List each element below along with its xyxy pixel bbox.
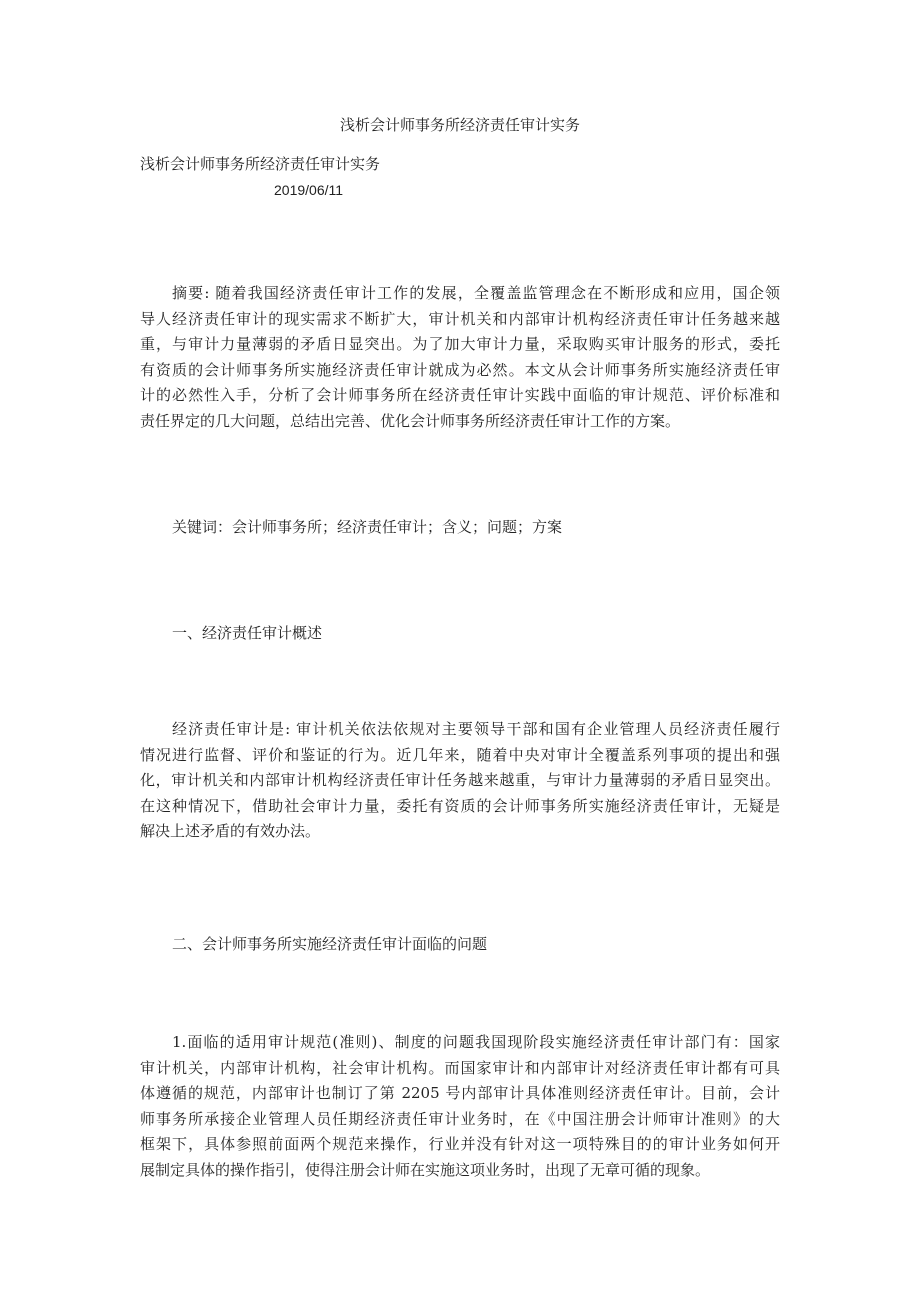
abstract-line: 重，与审计力量薄弱的矛盾日显突出。为了加大审计力量，采取购买审计服务的形式，委托 (140, 335, 780, 353)
paragraph-line: 体遵循的规范，内部审计也制订了第 2205 号内部审计具体准则经济责任审计。目前，会计 (140, 1084, 780, 1102)
paragraph-line: 展制定具体的操作指引，使得注册会计师在实施这项业务时，出现了无章可循的现象。 (140, 1160, 711, 1179)
document-title: 浅析会计师事务所经济责任审计实务 (339, 116, 580, 134)
abstract-line: 计的必然性入手，分析了会计师事务所在经济责任审计实践中面临的审计规范、评价标准和 (140, 386, 780, 404)
abstract-line: 有资质的会计师事务所实施经济责任审计就成为必然。本文从会计师事务所实施经济责任审 (140, 360, 780, 379)
paragraph-line: 在这种情况下，借助社会审计力量，委托有资质的会计师事务所实施经济责任审计，无疑是 (140, 796, 780, 815)
paragraph-line: 解决上述矛盾的有效办法。 (140, 822, 321, 840)
section-2-paragraph (140, 1030, 780, 1183)
paragraph-line: 化，审计机关和内部审计机构经济责任审计任务越来越重，与审计力量薄弱的矛盾日显突出。 (140, 771, 780, 789)
section-1-paragraph (140, 717, 780, 845)
section-heading-2: 二、会计师事务所实施经济责任审计面临的问题 (172, 935, 488, 953)
paragraph-line: 师事务所承接企业管理人员任期经济责任审计业务时，在《中国注册会计师审计准则》的大 (140, 1109, 780, 1128)
section-heading-1: 一、经济责任审计概述 (172, 624, 323, 642)
abstract-line: 摘要: 随着我国经济责任审计工作的发展，全覆盖监管理念在不断形成和应用，国企领 (172, 284, 780, 302)
paragraph-line: 审计机关，内部审计机构，社会审计机构。而国家审计和内部审计对经济责任审计都有可具 (140, 1058, 780, 1077)
paragraph-line: 1.面临的适用审计规范(准则)、制度的问题我国现阶段实施经济责任审计部门有：国家 (172, 1033, 780, 1051)
document-subtitle: 浅析会计师事务所经济责任审计实务 (140, 155, 381, 173)
abstract-line: 责任界定的几大问题，总结出完善、优化会计师事务所经济责任审计工作的方案。 (140, 411, 681, 430)
keywords: 关键词：会计师事务所；经济责任审计；含义；问题；方案 (172, 518, 563, 536)
paragraph-line: 经济责任审计是: 审计机关依法依规对主要领导干部和国有企业管理人员经济责任履行 (172, 720, 780, 738)
paragraph-line: 情况进行监督、评价和鉴证的行为。近几年来，随着中央对审计全覆盖系列事项的提出和强 (140, 745, 780, 764)
abstract-line: 导人经济责任审计的现实需求不断扩大，审计机关和内部审计机构经济责任审计任务越来越 (140, 309, 780, 328)
paragraph-line: 框架下，具体参照前面两个规范来操作，行业并没有针对这一项特殊目的的审计业务如何开 (140, 1135, 780, 1153)
abstract-paragraph (140, 281, 780, 434)
publish-date: 2019/06/11 (274, 182, 344, 198)
